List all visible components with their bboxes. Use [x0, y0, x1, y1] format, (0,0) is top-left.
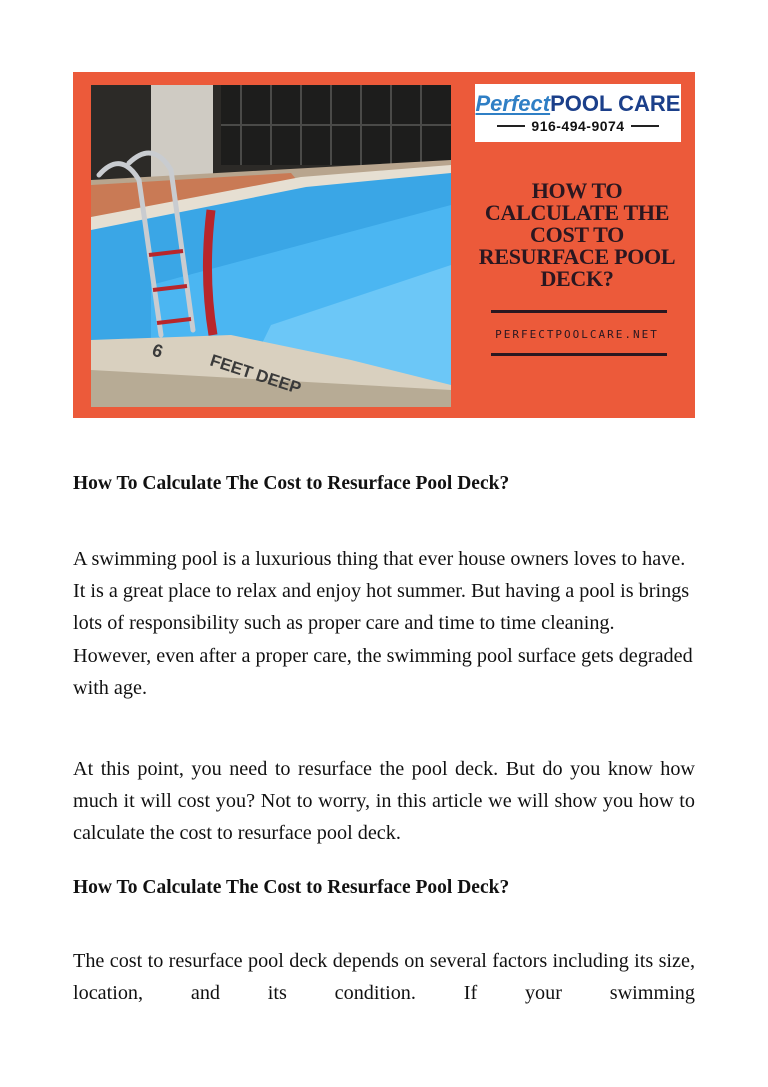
depth-marker-text: FEET DEEP — [207, 350, 304, 398]
banner-title-line: CALCULATE THE — [484, 200, 670, 225]
banner-title-line: HOW TO — [531, 178, 623, 203]
pool-photo — [91, 85, 451, 407]
banner-divider-bottom — [491, 353, 667, 356]
banner-image — [73, 72, 695, 418]
banner-title-line: DECK? — [540, 266, 614, 291]
logo-divider-right — [631, 125, 659, 127]
banner-title — [461, 180, 693, 290]
article-subheading: How To Calculate The Cost to Resurface Pool Deck? — [73, 877, 510, 898]
article-heading: How To Calculate The Cost to Resurface Pool Deck? — [73, 473, 510, 494]
depth-marker-number: 6 — [149, 339, 166, 362]
logo-divider-left — [497, 125, 525, 127]
brand-logo — [475, 84, 681, 142]
brand-name-part2: POOL CARE — [550, 91, 681, 116]
brand-name-part1: Perfect — [475, 91, 551, 116]
article-paragraph-1: A swimming pool is a luxurious thing that ever house owners loves to have. It is a great place to relax and enjoy hot summer. But having a pool is brings lots of responsibility such as proper care and time to time cleaning. However, even after a proper care, the swimming pool surface gets degraded with age. — [73, 548, 693, 699]
banner-url: PERFECTPOOLCARE.NET — [495, 328, 659, 341]
banner-divider-top — [491, 310, 667, 313]
banner-title-line: COST TO — [530, 222, 624, 247]
banner-title-line: RESURFACE POOL — [478, 244, 676, 269]
article-paragraph-2: At this point, you need to resurface the pool deck. But do you know how much it will cost you? Not to worry, in this article we will show you how to calculate the cost to resurface pool deck. — [73, 758, 695, 845]
article-paragraph-3: The cost to resurface pool deck depends on several factors including its size, location, and its condition. If your swimming — [73, 950, 695, 1005]
brand-phone: 916-494-9074 — [531, 118, 625, 134]
